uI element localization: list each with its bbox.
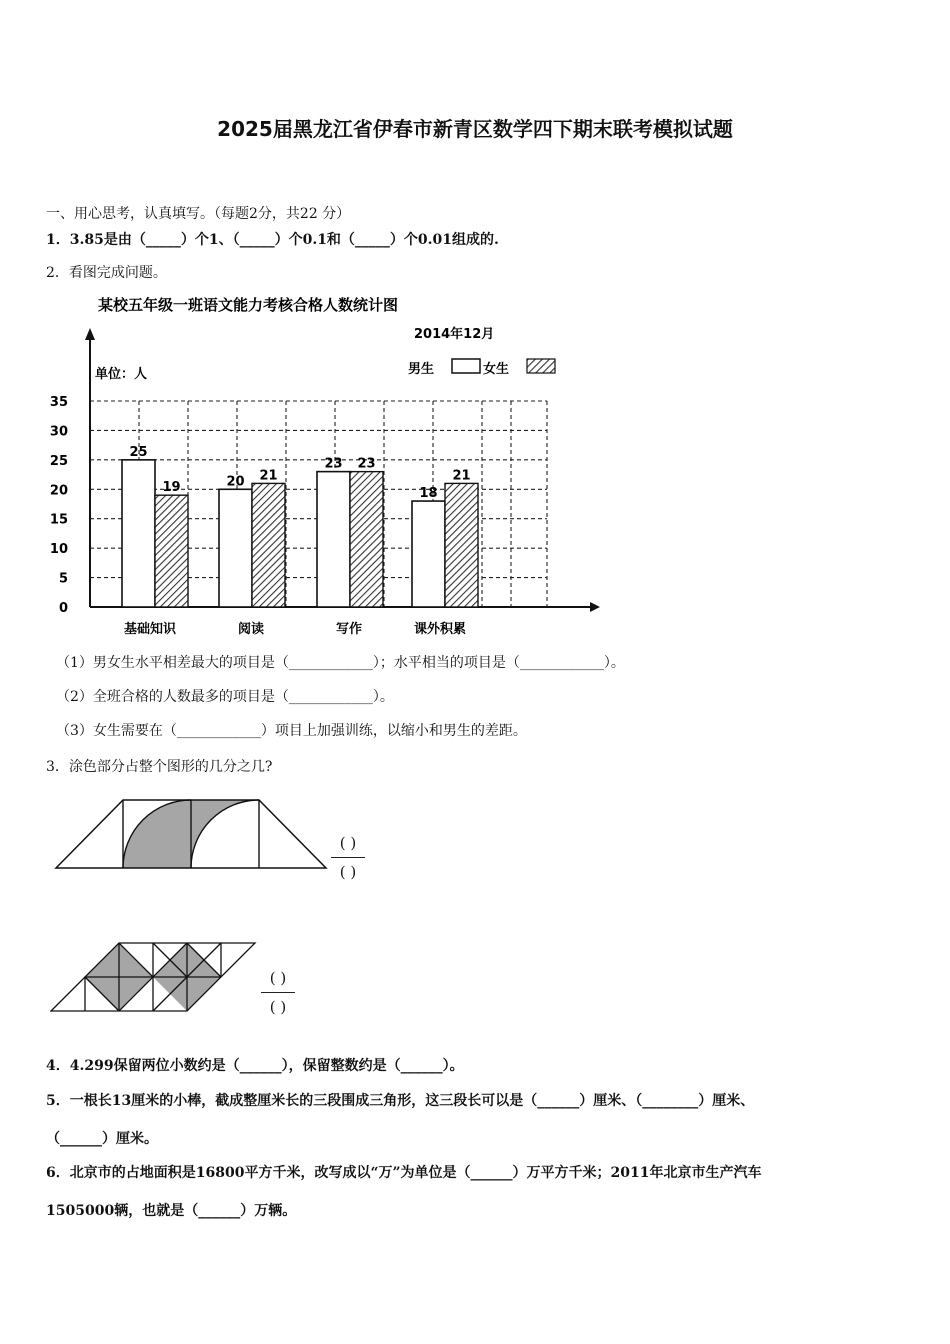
x-axis-arrow xyxy=(590,602,600,612)
legend-boys-swatch xyxy=(452,359,480,373)
data-label-boys: 20 xyxy=(226,474,245,490)
shaded-region-2 xyxy=(191,800,259,868)
category-label: 阅读 xyxy=(237,622,265,637)
bar-girls xyxy=(252,483,285,607)
parallelogram-figure xyxy=(50,940,262,1016)
fraction-answer-2: ( ) ( ) xyxy=(258,966,298,1019)
bar-girls xyxy=(445,483,478,607)
data-label-girls: 19 xyxy=(162,480,181,496)
question-1: 1．3.85是由（_____）个1、（_____）个0.1和（_____）个0.01组成的. xyxy=(46,232,499,248)
legend-girls-swatch xyxy=(527,359,555,373)
y-tick-label: 25 xyxy=(49,453,68,469)
legend-boys-label: 男生 xyxy=(408,362,435,377)
question-2-sub-2: （2）全班合格的人数最多的项目是（____________）。 xyxy=(56,689,394,705)
data-label-girls: 21 xyxy=(452,468,471,484)
category-label: 课外积累 xyxy=(413,622,467,637)
data-label-boys: 25 xyxy=(129,444,148,460)
question-6-line-2: 1505000辆，也就是（______）万辆。 xyxy=(46,1203,297,1219)
chart-date: 2014年12月 xyxy=(414,327,495,342)
fraction-answer-1: ( ) ( ) xyxy=(328,831,368,884)
question-2-sub-3: （3）女生需要在（____________）项目上加强训练，以缩小和男生的差距。 xyxy=(56,723,527,739)
chart-title: 某校五年级一班语文能力考核合格人数统计图 xyxy=(98,296,399,314)
y-tick-label: 10 xyxy=(49,542,68,558)
data-label-girls: 21 xyxy=(259,468,278,484)
y-tick-label: 20 xyxy=(49,483,68,499)
question-6-line-1: 6．北京市的占地面积是16800平方千米，改写成以“万”为单位是（______）万平方千米；2011年北京市生产汽车 xyxy=(46,1165,762,1181)
y-tick-label: 30 xyxy=(49,424,68,440)
y-tick-label: 5 xyxy=(58,571,68,587)
chart-unit-label: 单位：人 xyxy=(95,367,148,382)
bar-boys xyxy=(317,472,350,607)
category-label: 写作 xyxy=(335,622,363,637)
question-2-sub-1: （1）男女生水平相差最大的项目是（____________）；水平相当的项目是（____________）。 xyxy=(56,655,625,671)
y-tick-label: 35 xyxy=(49,395,68,410)
shaded-region-1 xyxy=(123,800,191,868)
data-label-boys: 23 xyxy=(324,456,343,472)
question-3: 3．涂色部分占整个图形的几分之几? xyxy=(46,759,273,775)
question-4: 4．4.299保留两位小数约是（______），保留整数约是（______）。 xyxy=(46,1058,464,1074)
y-tick-label: 15 xyxy=(49,512,68,528)
section1-heading: 一、用心思考，认真填写。（每题2分，共22 分） xyxy=(46,206,351,222)
bar-boys xyxy=(122,460,155,607)
question-2: 2．看图完成问题。 xyxy=(46,265,167,281)
bar-girls xyxy=(155,495,188,607)
legend-girls-label: 女生 xyxy=(483,362,510,377)
data-label-boys: 18 xyxy=(419,486,438,502)
question-5-line-2: （______）厘米。 xyxy=(46,1131,158,1147)
data-label-girls: 23 xyxy=(357,456,376,472)
y-tick-label: 0 xyxy=(58,601,68,616)
question-5-line-1: 5．一根长13厘米的小棒，截成整厘米长的三段围成三角形，这三段长可以是（______）厘米、（________）厘米、 xyxy=(46,1093,755,1109)
category-label: 基础知识 xyxy=(123,622,177,637)
y-axis-arrow xyxy=(85,328,95,340)
bar-chart xyxy=(40,288,620,648)
page-title: 2025届黑龙江省伊春市新青区数学四下期末联考模拟试题 xyxy=(217,117,733,141)
trapezoid-figure xyxy=(50,798,330,874)
bar-boys xyxy=(219,489,252,607)
bar-girls xyxy=(350,472,383,607)
bar-boys xyxy=(412,501,445,607)
